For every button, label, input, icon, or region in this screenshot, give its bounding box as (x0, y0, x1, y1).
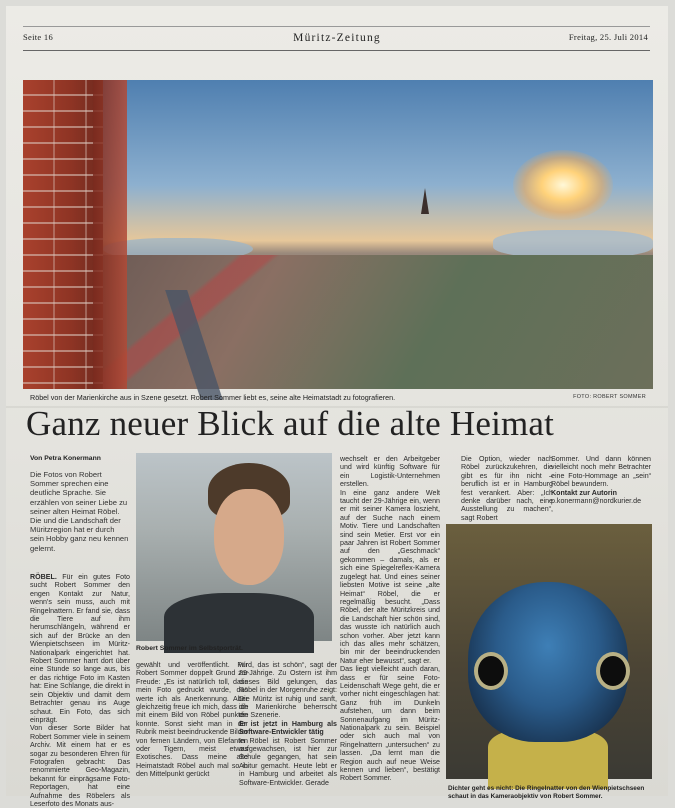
column-4-text-3: Das liegt vielleicht auch daran, dass er für seine Foto-Leidenschaft Wege geht, die er vorher nicht eingeschlagen hat: Ganz früh im Dunkeln aufstehen, um dann beim Sonnenaufgang im Müritz-Nationalpark zu sein. Beispiel oder sich auch mal von Ringelnattern „untersuchen“ zu lassen. „Da lernt man die Region auch auf neue Weise kennen und lieben“, bestätigt Robert Sommer. (340, 665, 440, 783)
column-3-text-2: In Röbel ist Robert Sommer aufgewachsen, ist hier zur Schule gegangen, hat sein Abitur gemacht. Heute lebt er in Hamburg und arbeitet als Software-Entwickler. Gerade (239, 736, 337, 787)
column-3-subheading: Er ist jetzt in Hamburg als Software-Entwickler tätig (239, 719, 337, 737)
article-column-6 (551, 455, 651, 505)
church-tower-brick-wall (23, 80, 103, 389)
article-column-1 (30, 573, 130, 808)
column-1-text-2: Von dieser Sorte Bilder hat Robert Sommer viele in seinem Archiv. Mit einem hat er es sogar zu besonderen Ehren für Fotografen gebracht: Das renommierte Geo-Magazin, bekannt für einprägsame Foto-Reportagen, hat eine Aufnahme des Röbelers als Leserfoto des Monats aus- (30, 724, 130, 808)
column-4-text-2: In eine ganz andere Welt taucht der 29-Jährige ein, wenn er mit seiner Kamera loszieht, auf der Suche nach einem Motiv. Tiere und Landschaften sind sein Metier. Erst vor ein paar Jahren ist Robert Sommer auf den „Geschmack“ gekommen – damals, als er sich eine Spiegelreflex-Kamera zugelegt hat. Und eines seiner liebsten Motive ist seine „alte Heimat“ Röbel, die er regelmäßig besucht. „Dass Röbel, der alte Müritzkreis und die Landschaft hier schön sind, das wusste ich natürlich auch schon vorher. Aber jetzt kann ich das alles mehr schätzen, bin mir der beeindruckenden Natur eher bewusst“, sagt er. (340, 488, 440, 665)
page-fold (6, 406, 668, 408)
newspaper-title: Müritz-Zeitung (293, 32, 381, 44)
snake-caption: Dichter geht es nicht: Die Ringelnatter von den Wienpietschseen schaut in das Kameraobjektiv von Robert Sommer. (448, 785, 645, 800)
page-number: Seite 16 (23, 32, 54, 42)
snake-eye-left (474, 652, 508, 690)
church-steeple (421, 188, 429, 214)
dateline: RÖBEL. (30, 573, 57, 581)
contact-email: p.konermann@nordkurier.de (551, 497, 642, 506)
article-intro: Die Fotos von Robert Sommer sprechen eine deutliche Sprache. Sie erzählen von seiner Liebe zu seiner alten Heimat Röbel. Die und die Landschaft der Müritzregion hat er durch sein Hobby ganz neu kennen gelernt. (30, 470, 129, 553)
snake-eye-right (596, 652, 630, 690)
church-tower-edge (93, 80, 127, 389)
article-column-5 (461, 455, 553, 522)
column-4-text: wechselt er den Arbeitgeber und wird künftig Software für ein Logistik-Unternehmen erstellen. (340, 455, 440, 489)
column-1-text: Für ein gutes Foto sucht Robert Sommer den engen Kontakt zur Natur, wenn's sein muss, auch mit Ringelnattern. Er fand sie, dass die Tiere auf ihm herumschlängeln, während er sich auf der Brücke an den Wienpietschseen im Müritz-Nationalpark eingerichtet hat. Robert Sommer harrt dort über eine Stunde so lange aus, bis er das richtige Foto im Kasten hat: Eine Schlange, die direkt in sein Objektiv und damit dem Betrachter genau ins Auge schaut. Ein Foto, das sich einprägt. (30, 573, 130, 724)
snake-photo-ringelnatter (446, 524, 652, 779)
sun-glow (513, 150, 613, 220)
masthead-rule (23, 50, 650, 51)
column-2-text: gewählt und veröffentlicht. Für Robert Sommer doppelt Grund zur Freude: „Es ist natürlich toll, dass mein Foto gedruckt wurde, das werte ich als Anerkennung. Aber gleichzeitig freue ich mich, dass ich mit einem Bild von Röbel punkten konnte. Sonst sieht man in der Rubrik meist beeindruckende Bilder von fernen Ländern, von Elefanten oder Tigern, meist etwas Exotisches. Dass meine alte Heimatstadt Röbel auch mal so in den Mittelpunkt gerückt (136, 661, 248, 779)
issue-date: Freitag, 25. Juli 2014 (568, 32, 648, 42)
lake-right (493, 230, 653, 258)
column-3-text: wird, das ist schön“, sagt der 29-Jährige. Zu Ostern ist ihm dieses Bild gelungen, das Röbel in der Morgenruhe zeigt: Die Müritz ist ruhig und sanft, die Marienkirche beherrscht die Szenerie. (239, 661, 337, 720)
column-5-text: Die Option, wieder nach Röbel zurückzukehren, die gibt es für ihn nicht – beruflich ist er in Hamburg fest verankert. Aber: „Ich denke darüber nach, eine Ausstellung zu machen“, sagt Robert (461, 455, 553, 522)
article-headline: Ganz neuer Blick auf die alte Heimat (26, 404, 555, 443)
portrait-shirt (164, 593, 314, 653)
portrait-photo-robert-sommer (136, 453, 332, 641)
column-6-text: Sommer. Und dann können vielleicht noch mehr Betrachter eine Foto-Hommage an „sein“ Röbel bewundern. (551, 455, 651, 489)
article-byline: Von Petra Konermann (30, 455, 101, 462)
hero-caption: Röbel von der Marienkirche aus in Szene gesetzt. Robert Sommer liebt es, seine alte Heimatstadt zu fotografieren. (30, 393, 396, 402)
portrait-face (214, 489, 284, 585)
newspaper-page (6, 6, 668, 808)
portrait-caption: Robert Sommer im Selbstporträt. (136, 645, 243, 652)
hero-photo-credit: FOTO: ROBERT SOMMER (573, 394, 646, 400)
hero-photo-roebel-panorama (23, 80, 653, 389)
top-rule (23, 26, 650, 27)
article-column-2 (136, 661, 248, 779)
article-column-3 (239, 661, 337, 787)
article-column-4 (340, 455, 440, 783)
contact-heading: Kontakt zur Autorin (551, 488, 617, 497)
